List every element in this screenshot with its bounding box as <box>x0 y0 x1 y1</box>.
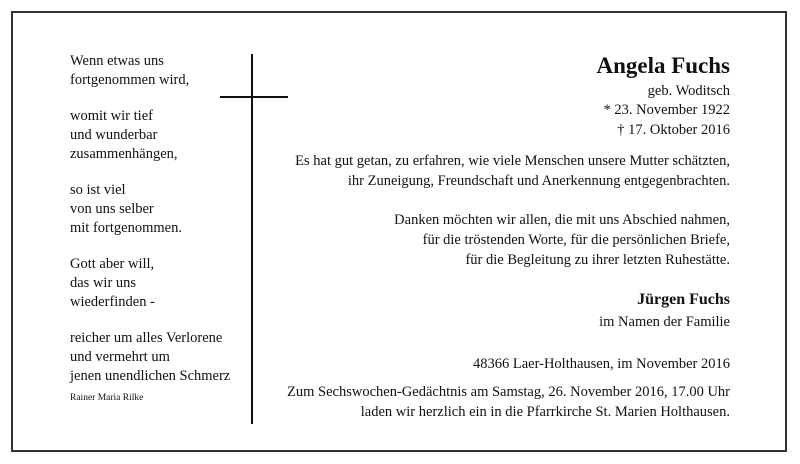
poem-line: jenen unendlichen Schmerz <box>70 368 231 384</box>
poem-line: zusammenhängen, <box>70 146 178 162</box>
poem-line: womit wir tief <box>70 108 153 124</box>
poem-line: reicher um alles Verlorene <box>70 330 223 346</box>
poem-line: von uns selber <box>70 201 154 217</box>
signer-subtitle: im Namen der Familie <box>599 314 730 330</box>
memorial-notice <box>270 382 730 422</box>
deceased-name: Angela Fuchs <box>596 53 730 78</box>
text-line: ihr Zuneigung, Freundschaft und Anerkennung entgegenbrachten. <box>347 173 730 189</box>
cross-icon <box>251 54 253 424</box>
poem-stanza-5 <box>70 329 250 386</box>
poem-line: fortgenommen wird, <box>70 72 190 88</box>
poem-line: wiederfinden - <box>70 294 155 310</box>
birth-date: * 23. November 1922 <box>603 102 730 118</box>
maiden-name: geb. Woditsch <box>647 83 730 99</box>
poem-stanza-4 <box>70 255 250 312</box>
poem <box>70 52 250 408</box>
poem-stanza-1 <box>70 52 250 90</box>
text-line: Zum Sechswochen-Gedächtnis am Samstag, 26. November 2016, 17.00 Uhr <box>287 384 730 400</box>
poem-author: Rainer Maria Rilke <box>70 393 144 403</box>
poem-line: und vermehrt um <box>70 349 170 365</box>
text-line: laden wir herzlich ein in die Pfarrkirche St. Marien Holthausen. <box>360 404 730 420</box>
poem-line: Gott aber will, <box>70 256 155 272</box>
poem-line: mit fortgenommen. <box>70 220 182 236</box>
poem-line: und wunderbar <box>70 127 158 143</box>
poem-line: das wir uns <box>70 275 137 291</box>
text-line: Es hat gut getan, zu erfahren, wie viele Menschen unsere Mutter schätzten, <box>295 153 730 169</box>
signer-name: Jürgen Fuchs <box>637 291 730 308</box>
poem-line: so ist viel <box>70 182 126 198</box>
death-date: † 17. Oktober 2016 <box>617 122 730 138</box>
place-date: 48366 Laer-Holthausen, im November 2016 <box>472 356 730 372</box>
gratitude-paragraph-2 <box>270 210 730 270</box>
poem-line: Wenn etwas uns <box>70 53 164 69</box>
text-line: Danken möchten wir allen, die mit uns Abschied nahmen, <box>394 212 730 228</box>
text-line: für die tröstenden Worte, für die persönlichen Briefe, <box>422 232 730 248</box>
poem-stanza-2 <box>70 107 250 164</box>
gratitude-paragraph-1 <box>270 151 730 191</box>
poem-stanza-3 <box>70 181 250 238</box>
text-line: für die Begleitung zu ihrer letzten Ruhestätte. <box>465 252 730 268</box>
